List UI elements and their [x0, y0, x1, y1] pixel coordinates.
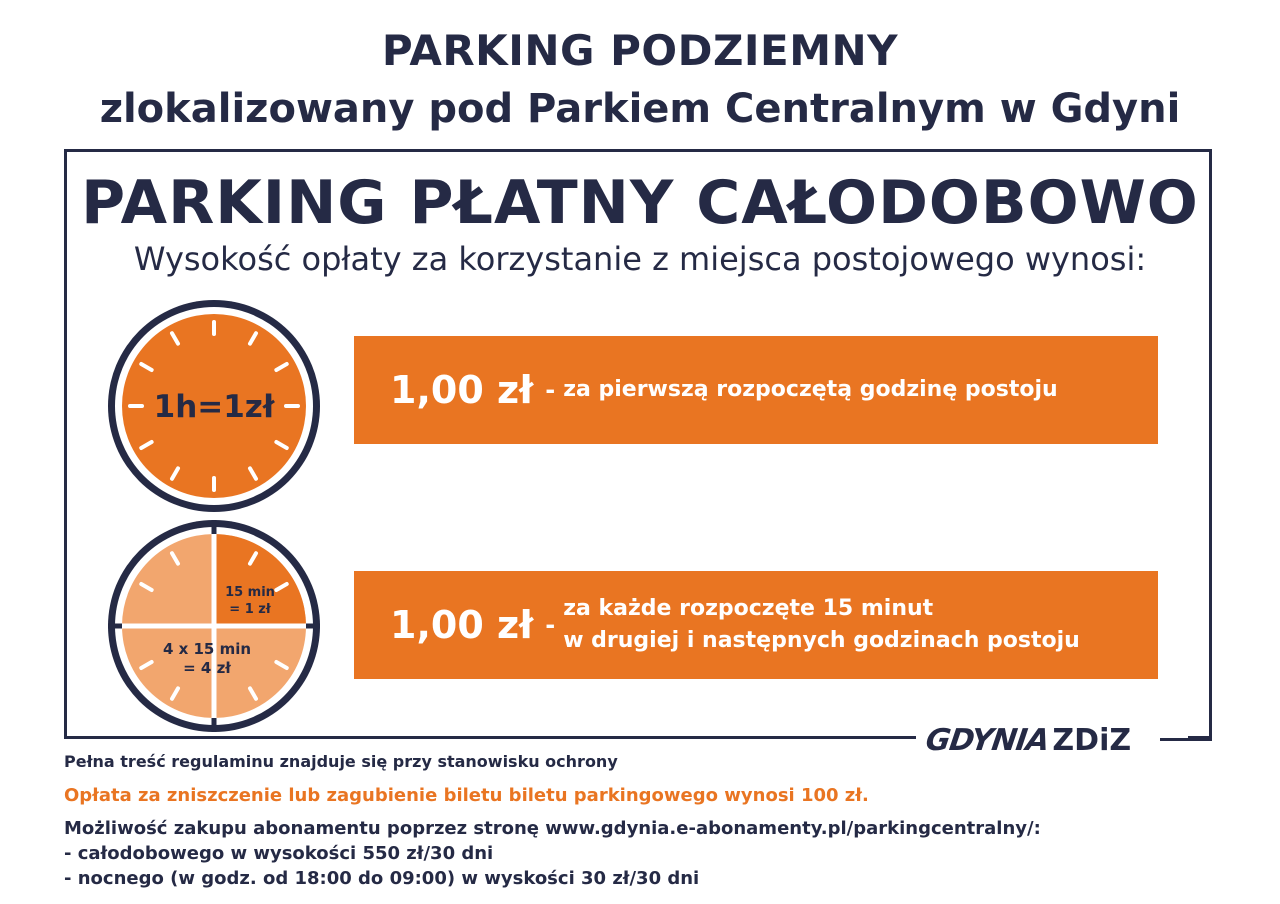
- clock2-quarter-label-line2: = 1 zł: [229, 602, 271, 617]
- footer-regulations: Pełna treść regulaminu znajduje się przy stanowisku ochrony: [64, 752, 618, 771]
- page-title-line1: PARKING PODZIEMNY: [381, 26, 899, 75]
- clock2-full-label-line2: = 4 zł: [183, 659, 231, 677]
- rate-dash: -: [545, 611, 556, 639]
- footer-subscription-night: - nocnego (w godz. od 18:00 do 09:00) w wyskości 30 zł/30 dni: [64, 868, 700, 889]
- footer-ticket-fee: Opłata za zniszczenie lub zagubienie biletu biletu parkingowego wynosi 100 zł.: [64, 785, 869, 806]
- rate-description-line1: za każde rozpoczęte 15 minut: [563, 596, 934, 621]
- rate-band-next-hours: [354, 571, 1158, 679]
- rate-description: za pierwszą rozpoczętą godzinę postoju: [563, 377, 1058, 402]
- rate-price: 1,00 zł: [390, 368, 534, 412]
- main-heading: PARKING PŁATNY CAŁODOBOWO: [81, 168, 1199, 238]
- clock-quarters-icon: [104, 516, 324, 736]
- clock-full-hour-icon: [104, 296, 324, 516]
- logo-brand: GDYNIA: [923, 722, 1051, 758]
- rate-description-line2: w drugiej i następnych godzinach postoju: [563, 628, 1080, 653]
- clock2-full-label-line1: 4 x 15 min: [162, 640, 252, 658]
- rate-dash: -: [545, 376, 556, 404]
- clock1-label: 1h=1zł: [153, 389, 275, 425]
- gdynia-zdiz-logo: [923, 720, 1132, 760]
- clock2-quarter-label-line1: 15 min: [225, 585, 275, 600]
- rate-description: [563, 593, 1080, 657]
- logo-unit: ZDiZ: [1052, 722, 1132, 758]
- page-title-line2: zlokalizowany pod Parkiem Centralnym w Gdyni: [99, 86, 1181, 132]
- footer-subscription-day: - całodobowego w wysokości 550 zł/30 dni: [64, 843, 494, 864]
- frame-tick: [1160, 738, 1212, 741]
- footer-subscription-intro: Możliwość zakupu abonamentu poprzez stronę www.gdynia.e-abonamenty.pl/parkingcentralny/:: [64, 818, 1041, 839]
- rate-band-first-hour: [354, 336, 1158, 444]
- sub-heading: Wysokość opłaty za korzystanie z miejsca postojowego wynosi:: [133, 240, 1147, 278]
- rate-price: 1,00 zł: [390, 603, 534, 647]
